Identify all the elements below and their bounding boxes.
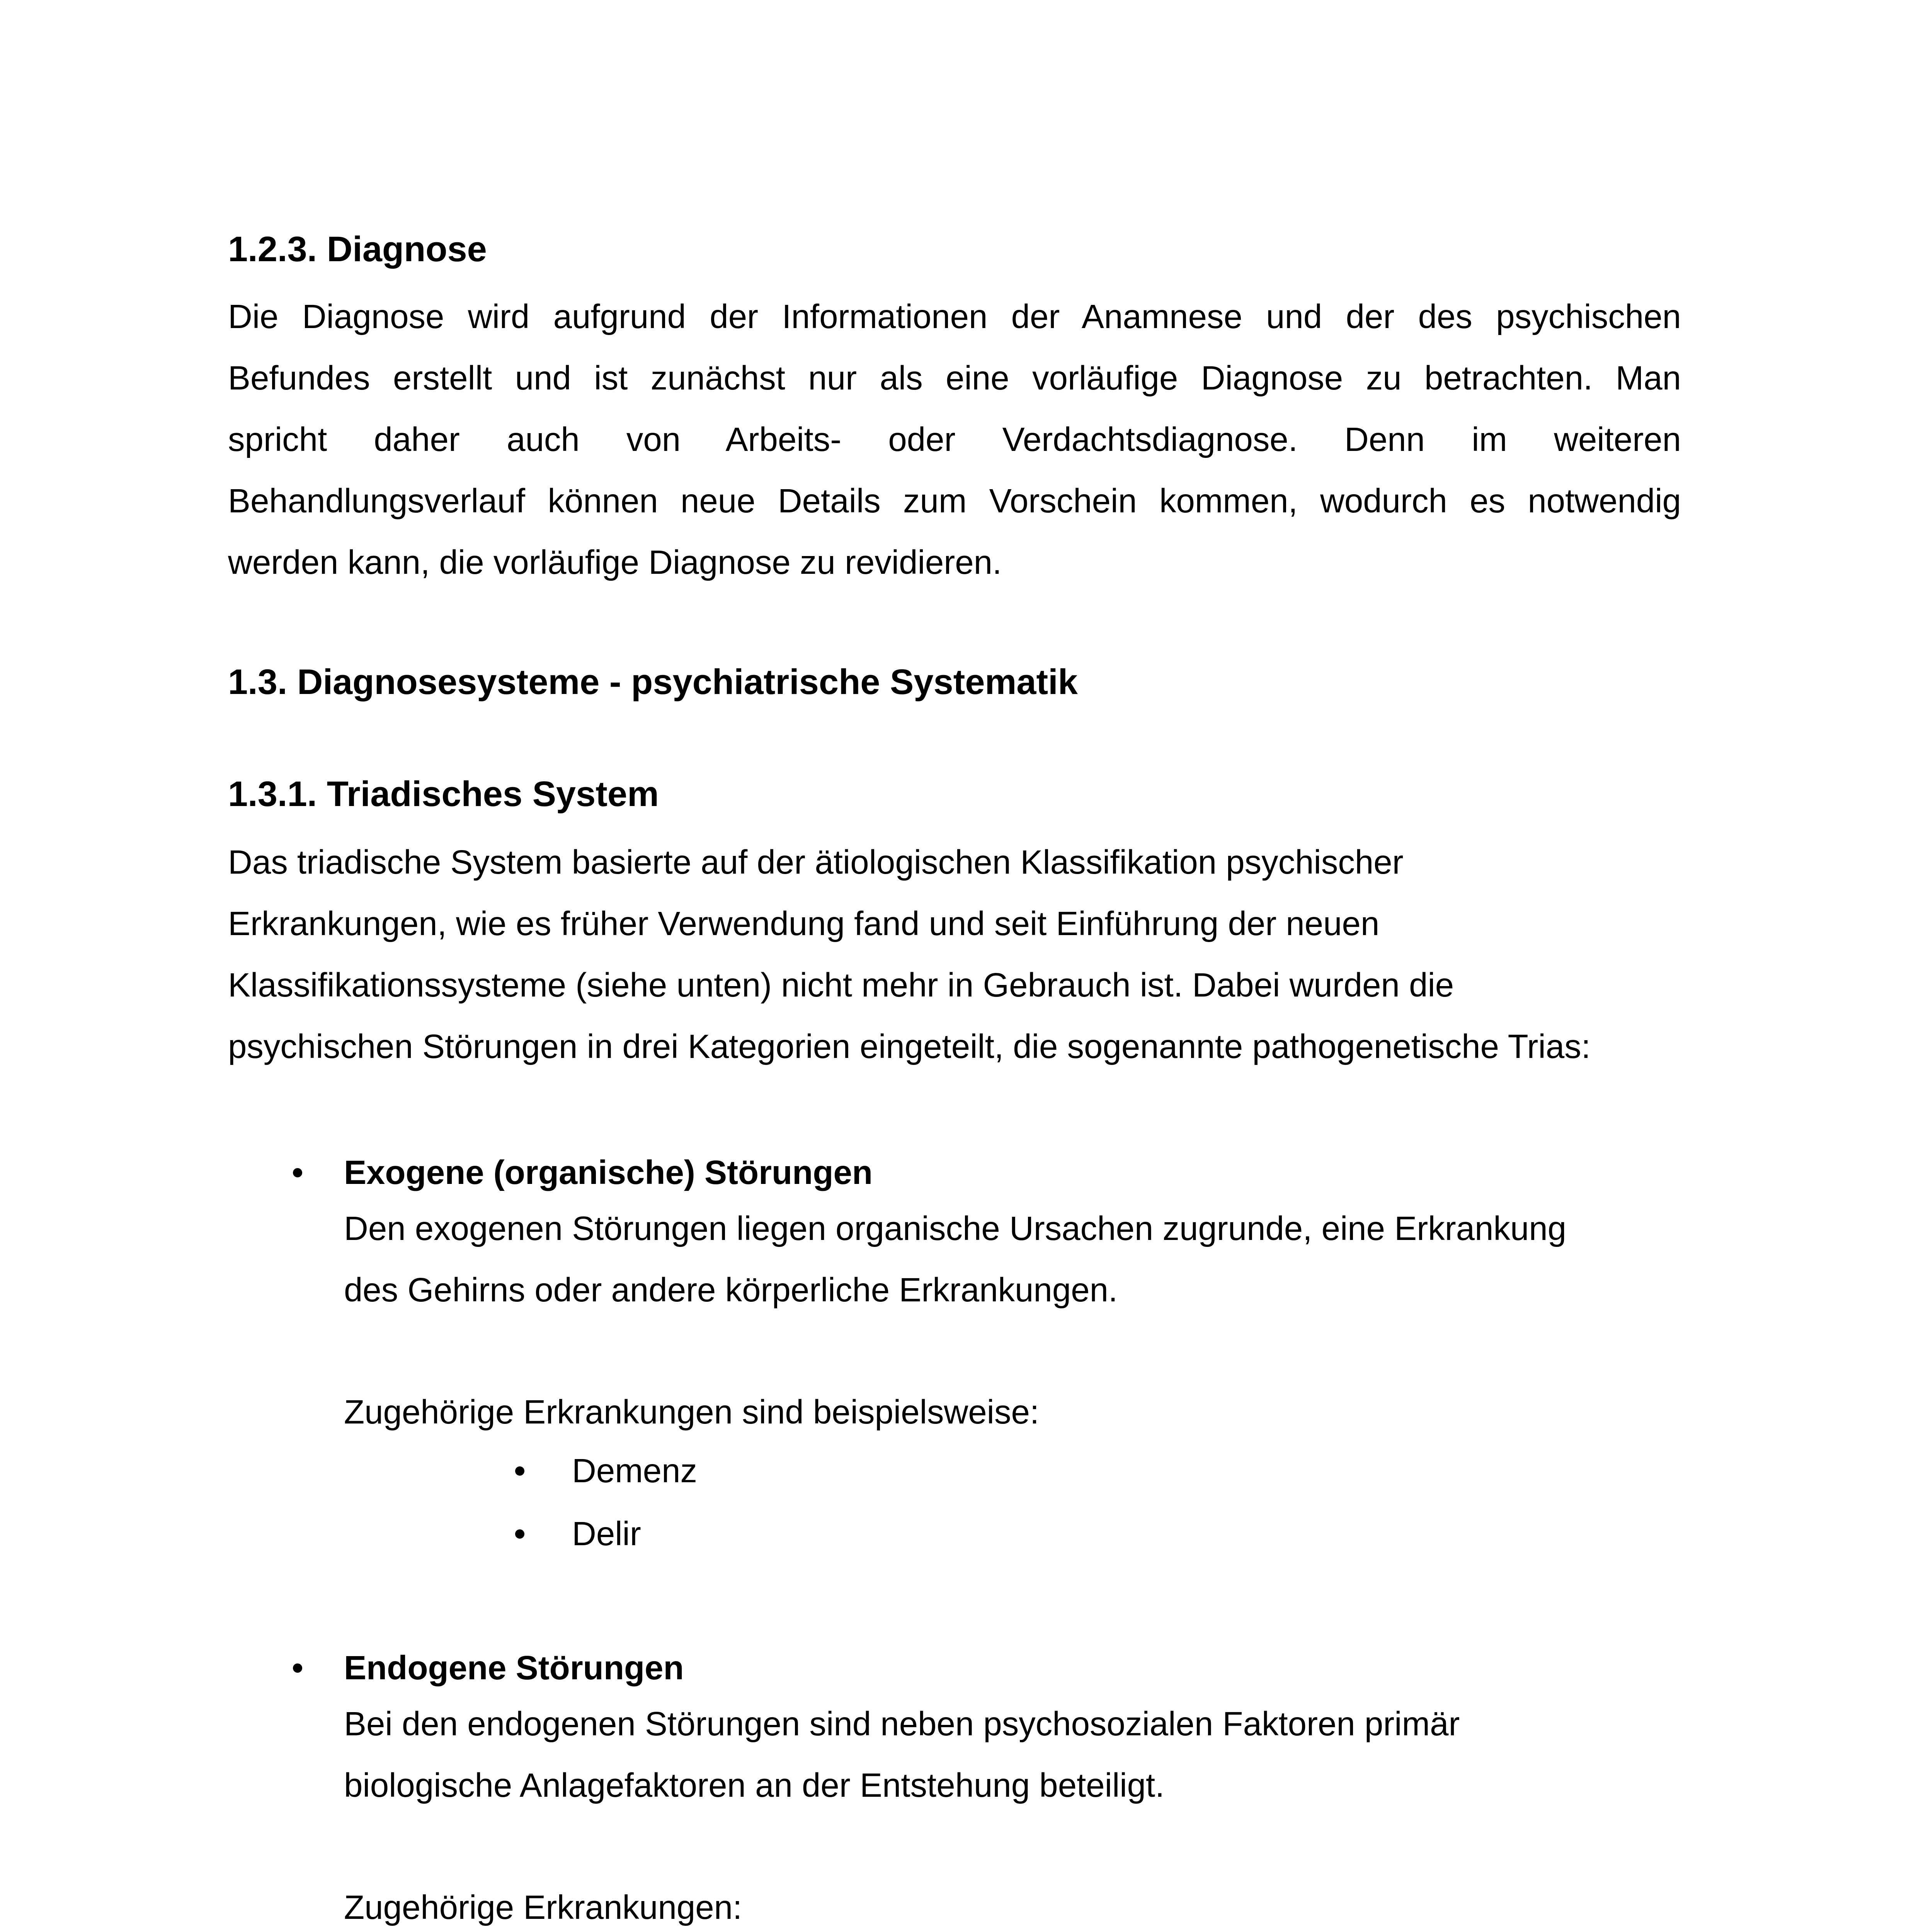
text-line: Zugehörige Erkrankungen sind beispielsweise: [344,1393,1040,1431]
bullet-icon [293,1168,302,1177]
text-line: biologische Anlagefaktoren an der Entstehung beteiligt. [344,1767,1165,1804]
text-line: werden kann, die vorläufige Diagnose zu revidieren. [228,544,1002,581]
example-item: Delir [572,1515,641,1553]
text-line: Klassifikationssysteme (siehe unten) nicht mehr in Gebrauch ist. Dabei wurden die [228,966,1454,1004]
text-line: Den exogenen Störungen liegen organische Ursachen zugrunde, eine Erkrankung [344,1210,1567,1247]
bullet-icon [515,1529,524,1539]
bullet-icon [515,1466,524,1476]
text-line: Befundes erstellt und ist zunächst nur als eine vorläufige Diagnose zu betrachten. Man [228,359,1681,397]
examples-label-exogen [344,1381,1039,1443]
text-line: Bei den endogenen Störungen sind neben psychosozialen Faktoren primär [344,1705,1460,1743]
text-line: psychischen Störungen in drei Kategorien eingeteilt, die sogenannte pathogenetische Trias: [228,1028,1591,1065]
paragraph-diagnose [228,286,1681,593]
example-item: Demenz [572,1452,697,1490]
bullet-icon [293,1663,302,1673]
paragraph-triadisches-system [228,832,1735,1077]
text-line: spricht daher auch von Arbeits- oder Verdachtsdiagnose. Denn im weiteren [228,421,1681,458]
heading-1-3-1: 1.3.1. Triadisches System [228,774,659,814]
category-text-exogen [344,1198,1735,1321]
text-line: des Gehirns oder andere körperliche Erkrankungen. [344,1271,1118,1309]
text-line: Zugehörige Erkrankungen: [344,1889,742,1926]
category-text-endogen [344,1693,1735,1816]
text-line: Das triadische System basierte auf der ätiologischen Klassifikation psychischer [228,844,1404,881]
text-line: Erkrankungen, wie es früher Verwendung fand und seit Einführung der neuen [228,905,1380,942]
category-title-exogen: Exogene (organische) Störungen [344,1154,873,1191]
examples-label-endogen [344,1877,742,1932]
heading-1-2-3: 1.2.3. Diagnose [228,230,487,269]
text-line: Die Diagnose wird aufgrund der Informationen der Anamnese und der des psychischen [228,298,1681,335]
category-title-endogen: Endogene Störungen [344,1649,684,1687]
text-line: Behandlungsverlauf können neue Details zum Vorschein kommen, wodurch es notwendig [228,482,1681,520]
heading-1-3: 1.3. Diagnosesysteme - psychiatrische Systematik [228,662,1078,702]
